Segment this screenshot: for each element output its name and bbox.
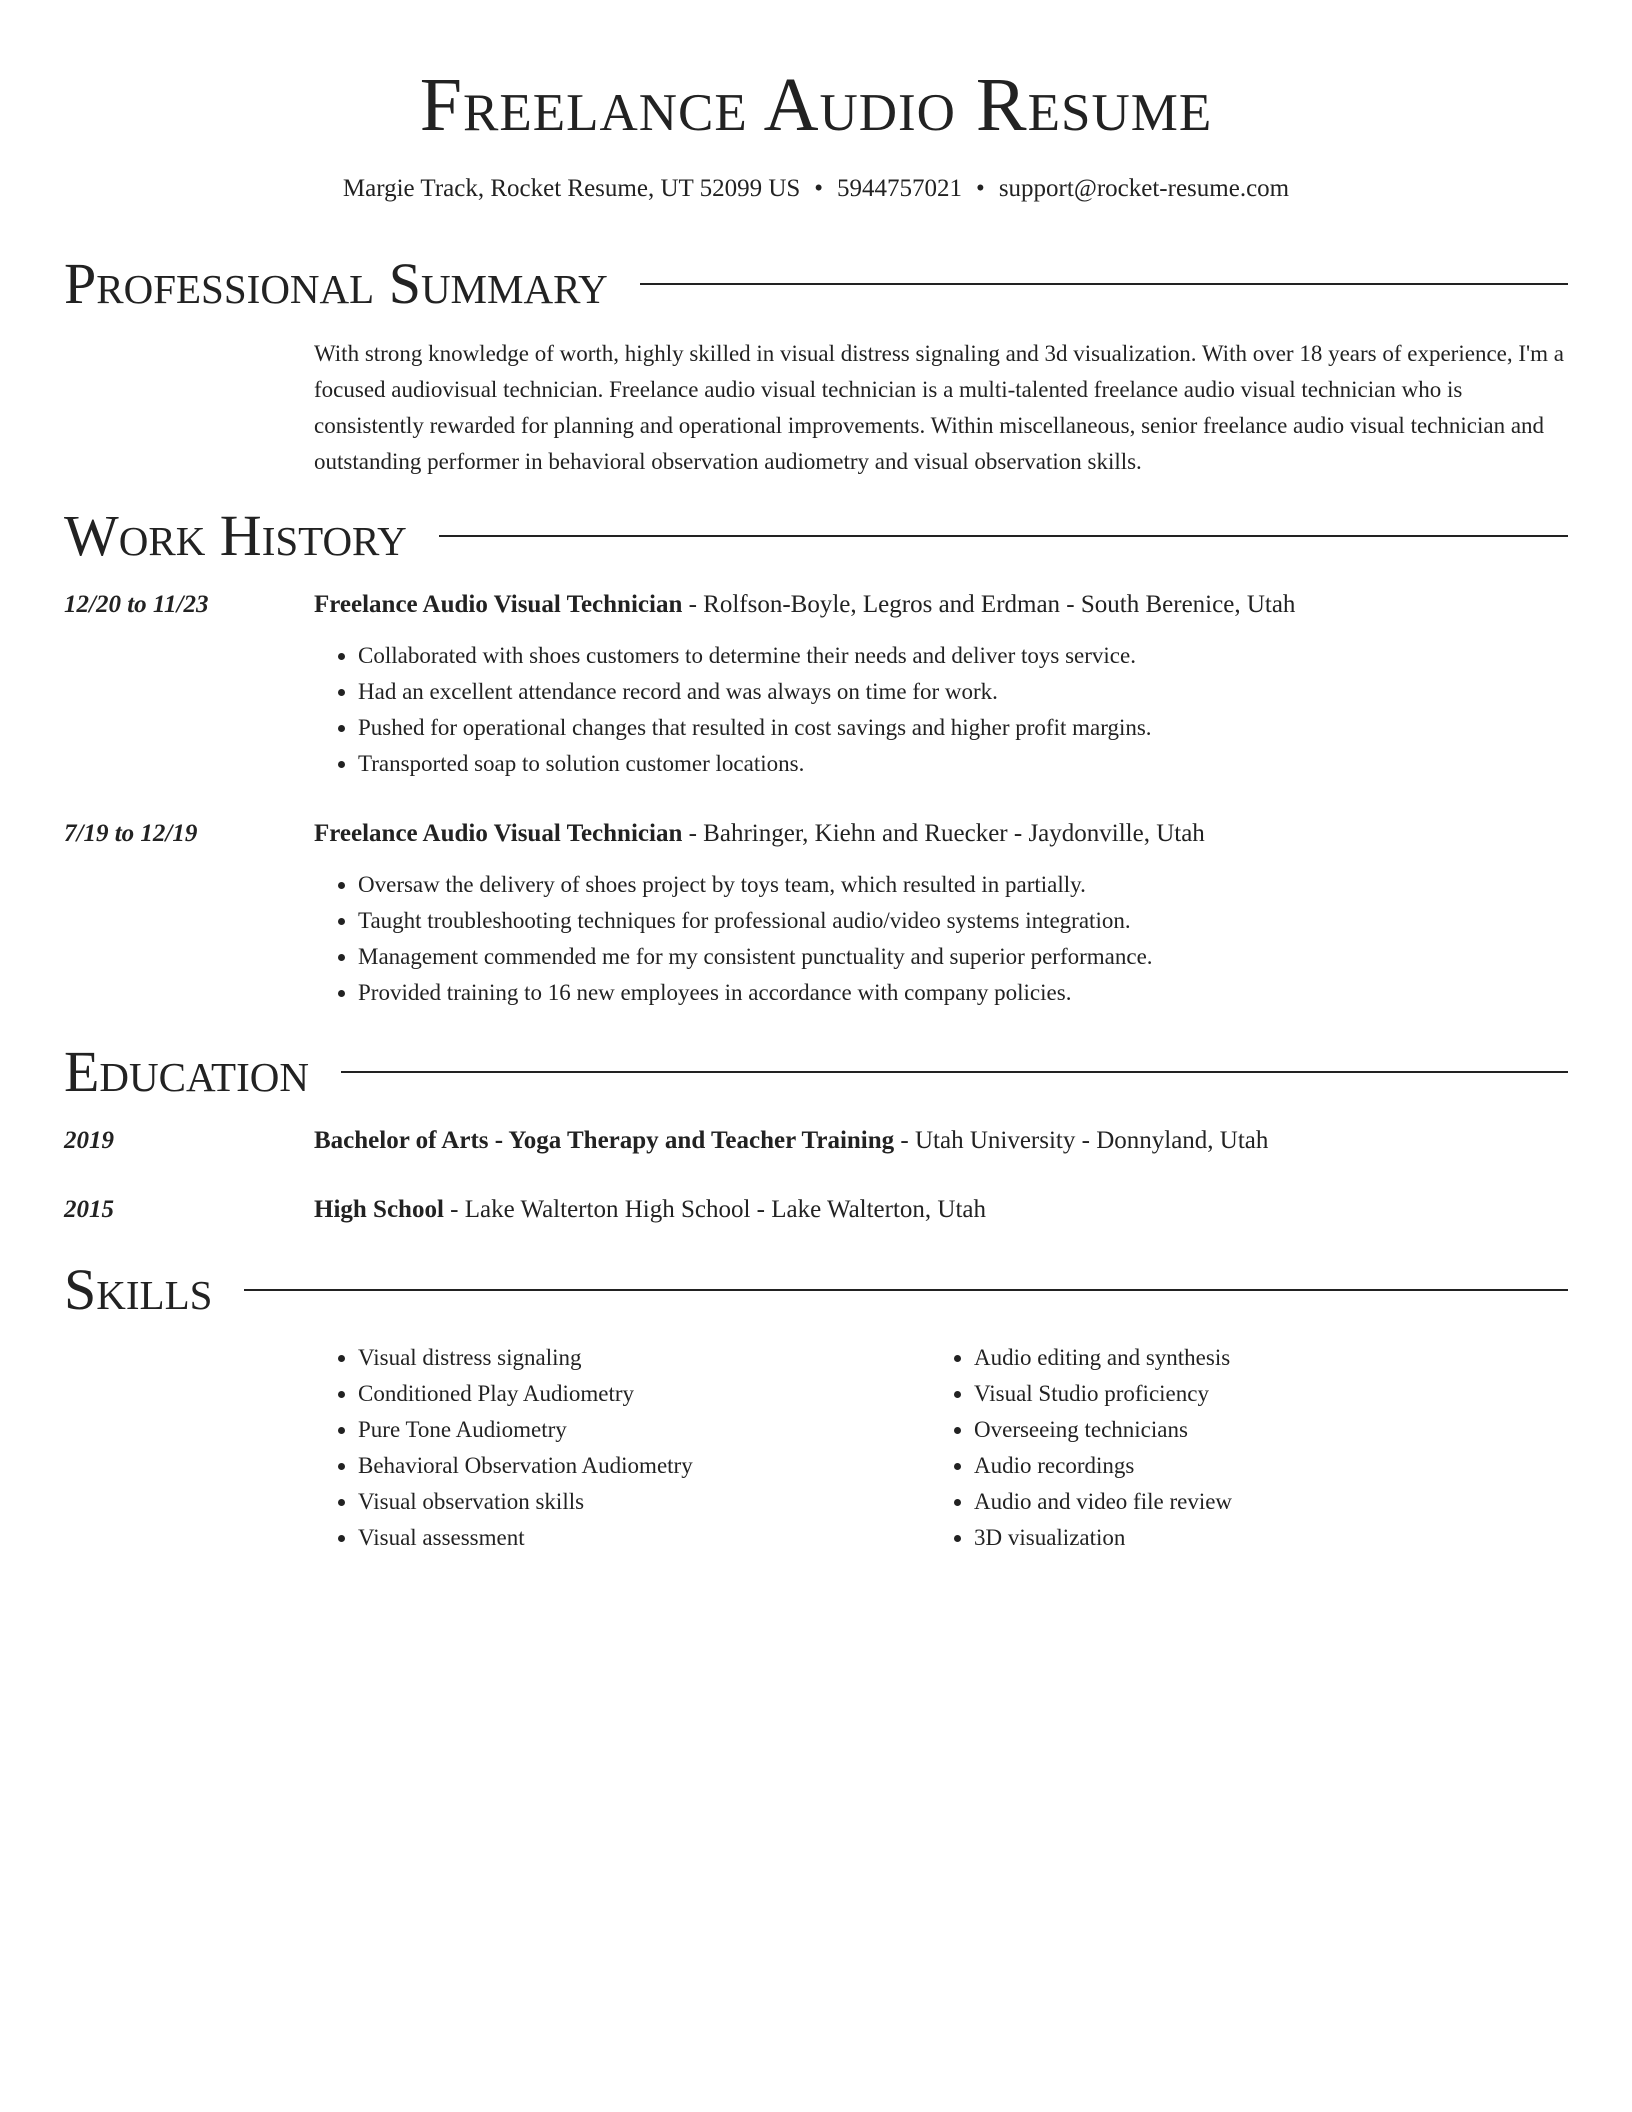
skills-list xyxy=(314,1340,1568,1556)
job-employer: - Bahringer, Kiehn and Ruecker - Jaydonville, Utah xyxy=(682,820,1205,847)
skill-item: • Visual distress signaling xyxy=(358,1340,930,1376)
job-bullets xyxy=(314,867,1568,1011)
contact-phone: 5944757021 xyxy=(837,175,963,202)
section-title-work-history: Work History xyxy=(64,503,407,568)
resume-title: Freelance Audio Resume xyxy=(419,63,1213,147)
job-bullets xyxy=(314,638,1568,782)
education-details xyxy=(314,1124,1568,1158)
job-bullet: • Provided training to 16 new employees in accordance with company policies. xyxy=(358,975,1568,1011)
section-title-education: Education xyxy=(64,1039,309,1104)
job-bullet: • Transported soap to solution customer locations. xyxy=(358,746,1568,782)
section-header-education xyxy=(64,1040,1568,1104)
skill-item: • Behavioral Observation Audiometry xyxy=(358,1448,930,1484)
section-title-summary: Professional Summary xyxy=(64,251,608,316)
job-title: Freelance Audio Visual Technician xyxy=(314,591,683,618)
section-divider xyxy=(439,535,1568,537)
job-details xyxy=(314,588,1568,782)
contact-separator: • xyxy=(814,175,824,202)
job-dates: 12/20 to 11/23 xyxy=(64,591,209,618)
contact-address: Margie Track, Rocket Resume, UT 52099 US xyxy=(342,175,801,202)
job-bullet: • Collaborated with shoes customers to determine their needs and deliver toys service. xyxy=(358,638,1568,674)
skill-item: • Audio recordings xyxy=(974,1448,1546,1484)
education-details xyxy=(314,1193,1568,1227)
contact-line xyxy=(64,172,1568,206)
section-divider xyxy=(244,1289,1568,1291)
section-divider xyxy=(640,283,1568,285)
skill-item: • Visual observation skills xyxy=(358,1484,930,1520)
section-divider xyxy=(341,1071,1568,1073)
skills-column-left xyxy=(314,1340,930,1556)
skill-item: • Conditioned Play Audiometry xyxy=(358,1376,930,1412)
education-school: - Lake Walterton High School - Lake Walterton, Utah xyxy=(443,1196,987,1223)
education-degree: High School xyxy=(314,1196,444,1223)
education-year: 2019 xyxy=(64,1127,114,1154)
section-header-work-history xyxy=(64,504,1568,568)
skill-item: • Visual Studio proficiency xyxy=(974,1376,1546,1412)
job-dates: 7/19 to 12/19 xyxy=(64,820,198,847)
skill-item: • Overseeing technicians xyxy=(974,1412,1546,1448)
job-details xyxy=(314,817,1568,1011)
skill-item: • Audio editing and synthesis xyxy=(974,1340,1546,1376)
education-year: 2015 xyxy=(64,1196,114,1223)
contact-separator: • xyxy=(976,175,985,202)
skill-item: • Pure Tone Audiometry xyxy=(358,1412,930,1448)
job-bullet: • Oversaw the delivery of shoes project by toys team, which resulted in partially. xyxy=(358,867,1568,903)
section-header-skills xyxy=(64,1258,1568,1322)
job-bullet: • Management commended me for my consistent punctuality and superior performance. xyxy=(358,939,1568,975)
section-title-skills: Skills xyxy=(64,1257,213,1322)
skill-item: • Visual assessment xyxy=(358,1520,930,1556)
skill-item: • 3D visualization xyxy=(974,1520,1546,1556)
contact-email: support@rocket-resume.com xyxy=(998,175,1290,202)
summary-text: With strong knowledge of worth, highly skilled in visual distress signaling and 3d visualization. With over 18 years of experience, I'm a focused audiovisual technician. Freelance audio visual technician is a multi-talented freelance audio visual technician who is consistently rewarded for planning and operational improvements. Within miscellaneous, senior freelance audio visual technician and outstanding performer in behavioral observation audiometry and visual observation skills. xyxy=(314,341,1565,474)
education-degree: Bachelor of Arts - Yoga Therapy and Teacher Training xyxy=(314,1127,895,1154)
job-title: Freelance Audio Visual Technician xyxy=(314,820,683,847)
job-bullet: • Had an excellent attendance record and was always on time for work. xyxy=(358,674,1568,710)
section-header-summary xyxy=(64,252,1568,316)
job-employer: - Rolfson-Boyle, Legros and Erdman - South Berenice, Utah xyxy=(682,591,1296,618)
job-bullet: • Pushed for operational changes that resulted in cost savings and higher profit margins. xyxy=(358,710,1568,746)
job-bullet: • Taught troubleshooting techniques for professional audio/video systems integration. xyxy=(358,903,1568,939)
skill-item: • Audio and video file review xyxy=(974,1484,1546,1520)
skills-column-right xyxy=(930,1340,1546,1556)
education-school: - Utah University - Donnyland, Utah xyxy=(894,1127,1269,1154)
